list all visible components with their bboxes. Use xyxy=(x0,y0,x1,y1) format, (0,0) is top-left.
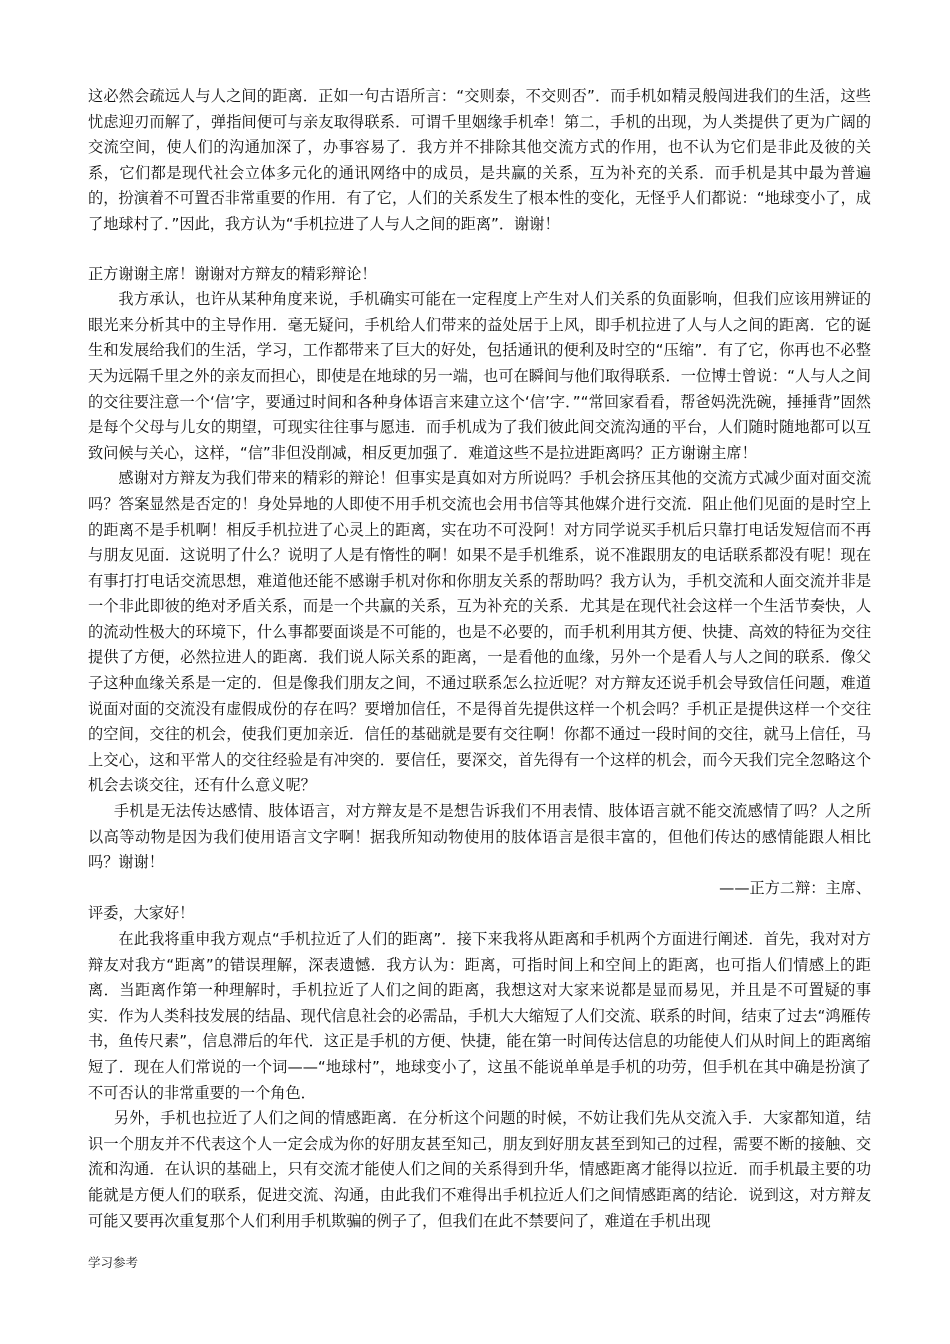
page-footer-label: 学习参考 xyxy=(88,1255,139,1270)
paragraph-opening-statement: 这必然会疏远人与人之间的距离．正如一句古语所言：“交则泰，不交则否”．而手机如精灵般闯进我们的生活，这些忧虑迎刃而解了，弹指间便可与亲友取得联系．可谓千里姻缘手机牵！第二，手机的出现，为人类提供了更为广阔的交流空间，使人们的沟通加深了，办事容易了．我方并不排除其他交流方式的作用，也不认为它们是非此及彼的关系，它们都是现代社会立体多元化的通讯网络中的成员，是共赢的关系，互为补充的关系．而手机是其中最为普遍的，扮演着不可置否非常重要的作用．有了它，人们的关系发生了根本性的变化，无怪乎人们都说：“地球变小了，成了地球村了．”因此，我方认为“手机拉进了人与人之间的距离”．谢谢！ xyxy=(88,87,871,233)
paragraph-greeting: 正方谢谢主席！谢谢对方辩友的精彩辩论！ xyxy=(88,264,377,283)
paragraph-distance-argument: 在此我将重申我方观点“手机拉近了人们的距离”．接下来我将从距离和手机两个方面进行阐述．首先，我对对方辩友对我方“距离”的错误理解，深表遗憾．我方认为：距离，可指时间上和空间上的距离，也可指人们情感上的距离．当距离作第一种理解时，手机拉近了人们之间的距离，我想这对大家来说都是显而易见，并且是不可置疑的事实．作为人类科技发展的结晶、现代信息社会的必需品，手机大大缩短了人们交流、联系的时间，结束了过去“鸿雁传书，鱼传尺素”，信息滞后的年代．这正是手机的方便、快捷，能在第一时间传达信息的功能使人们从时间上的距离缩短了．现在人们常说的一个词——“地球村”，地球变小了，这虽不能说单单是手机的功劳，但手机在其中确是扮演了不可否认的非常重要的一个角色． xyxy=(88,930,871,1102)
document-body xyxy=(88,84,871,1234)
paragraph-body-language: 手机是无法传达感情、肢体语言，对方辩友是不是想告诉我们不用表情、肢体语言就不能交流感情了吗？人之所以高等动物是因为我们使用语言文字啊！据我所知动物使用的肢体语言是很丰富的，但他们传达的感情能跟人相比吗？谢谢！ xyxy=(88,802,871,872)
paragraph-acknowledgement: 我方承认，也许从某种角度来说，手机确实可能在一定程度上产生对人们关系的负面影响，但我们应该用辨证的眼光来分析其中的主导作用．毫无疑问，手机给人们带来的益处居于上风，即手机拉进了人与人之间的距离．它的诞生和发展给我们的生活，学习，工作都带来了巨大的好处，包括通讯的便利及时空的“压缩”．有了它，你再也不必整天为远隔千里之外的亲友而担心，即使是在地球的另一端，也可在瞬间与他们取得联系．一位博士曾说：“人与人之间的交往要注意一个‘信’字，要通过时间和各种身体语言来建立这个‘信’字．”“常回家看看，帮爸妈洗洗碗，捶捶背”固然是每个父母与儿女的期望，可现实往往事与愿违．而手机成为了我们彼此间交流沟通的平台，人们随时随地都可以互致问候与关心，这样，“信”非但没削减，相反更加强了．难道这些不是拉进距离吗？正方谢谢主席！ xyxy=(88,290,871,462)
paragraph-salutation: 评委，大家好！ xyxy=(88,904,195,923)
paragraph-rebuttal: 感谢对方辩友为我们带来的精彩的辩论！但事实是真如对方所说吗？手机会挤压其他的交流方式减少面对面交流吗？答案显然是否定的！身处异地的人即使不用手机交流也会用书信等其他媒介进行交流．阻止他们见面的是时空上的距离不是手机啊！相反手机拉进了心灵上的距离，实在功不可没阿！对方同学说买手机后只靠打电话发短信而不再与朋友见面．这说明了什么？说明了人是有惰性的啊！如果不是手机维系，说不准跟朋友的电话联系都没有呢！现在有事打打电话交流思想，难道他还能不感谢手机对你和你朋友关系的帮助吗？我方认为，手机交流和人面交流并非是一个非此即彼的绝对矛盾关系，而是一个共赢的关系，互为补充的关系．尤其是在现代社会这样一个生活节奏快，人的流动性极大的环境下，什么事都要面谈是不可能的，也是不必要的，而手机利用其方便、快捷、高效的特征为交往提供了方便，必然拉进人的距离．我们说人际关系的距离，一是看他的血缘，另外一个是看人与人之间的联系．像父子这种血缘关系是一定的．但是像我们朋友之间，不通过联系怎么拉近呢？对方辩友还说手机会导致信任问题，难道说面对面的交流没有虚假成份的存在吗？要增加信任，不是得首先提供这样一个机会吗？手机正是提供这样一个交往的空间，交往的机会，使我们更加亲近．信任的基础就是要有交往啊！你都不通过一段时间的交往，就马上信任，马上交心，这和平常人的交往经验是有冲突的．要信任，要深交，首先得有一个这样的机会，而今天我们完全忽略这个机会去谈交往，还有什么意义呢？ xyxy=(88,469,871,795)
paragraph-emotional-distance: 另外，手机也拉近了人们之间的情感距离．在分析这个问题的时候，不妨让我们先从交流入手．大家都知道，结识一个朋友并不代表这个人一定会成为你的好朋友甚至知己，朋友到好朋友甚至到知己的过程，需要不断的接触、交流和沟通．在认识的基础上，只有交流才能使人们之间的关系得到升华，情感距离才能得以拉近．而手机最主要的功能就是方便人们的联系，促进交流、沟通，由此我们不难得出手机拉近人们之间情感距离的结论．说到这，对方辩友可能又要再次重复那个人们利用手机欺骗的例子了，但我们在此不禁要问了，难道在手机出现 xyxy=(88,1109,871,1230)
speaker-attribution: ——正方二辩：主席、 xyxy=(719,878,871,897)
